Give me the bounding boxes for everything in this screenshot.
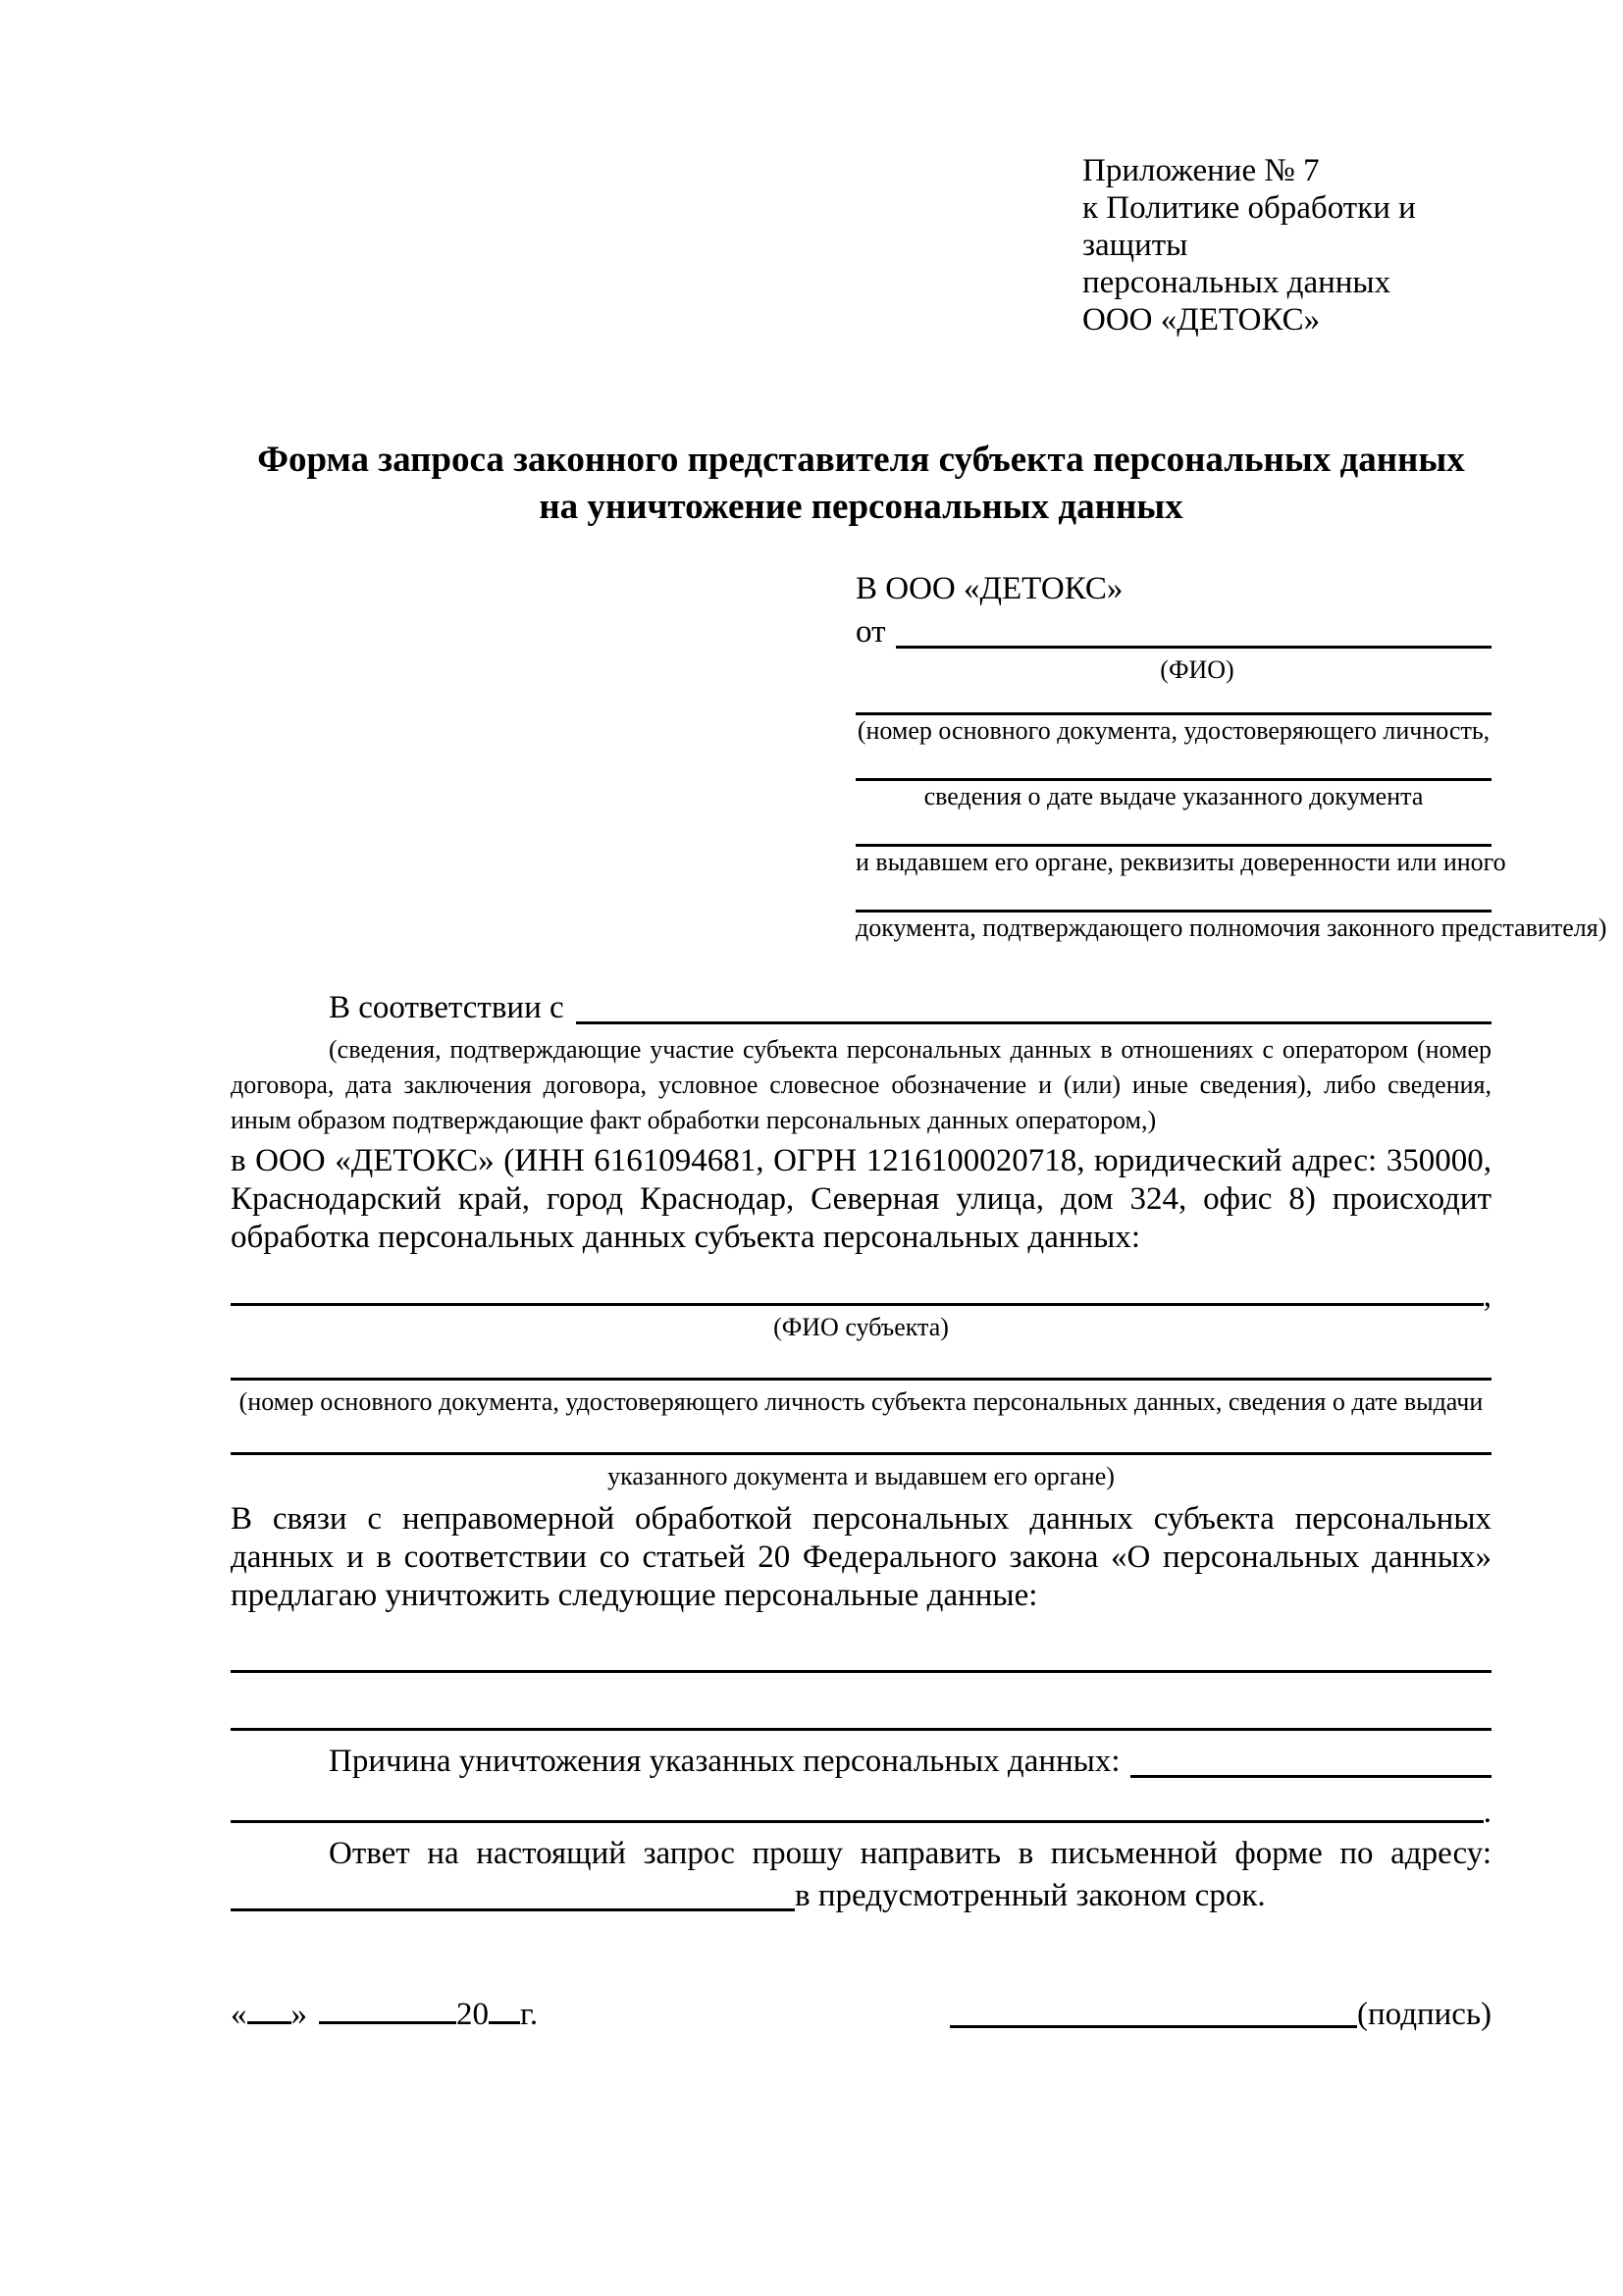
trailing-comma: ,: [1483, 1278, 1492, 1314]
fio-caption: (ФИО): [1160, 655, 1234, 684]
reply-address-row: [231, 1874, 1492, 1917]
date-day-fill-line: [247, 1992, 291, 2024]
addressee-block: [856, 568, 1492, 686]
date-month-fill-line: [319, 1992, 456, 2024]
signature-caption: (подпись): [1357, 1997, 1492, 2032]
annex-line-2: к Политике обработки и защиты: [1082, 190, 1416, 263]
data-fill-line-2: [231, 1702, 1492, 1731]
reason-continuation-fill-line: [231, 1820, 1484, 1823]
reply-paragraph: Ответ на настоящий запрос прошу направить в письменной форме по адресу:: [329, 1836, 1492, 1871]
rep-doc-caption-1: (номер основного документа, удостоверяющего личность,: [857, 716, 1491, 745]
date-year-prefix: 20: [456, 1997, 489, 2032]
subject-doc-row-2: [231, 1432, 1492, 1461]
from-row: [856, 609, 1492, 654]
signing-row: [231, 1992, 1492, 2035]
annex-block: [1082, 152, 1492, 339]
accordance-note: (сведения, подтверждающие участие субъекта персональных данных в отношениях с оператором (номер договора, дата заключения договора, условное словесное обозначение и (или) иные сведения), либо сведения, иным образом подтверждающие факт обработки персональных данных оператором,): [231, 1035, 1492, 1134]
operator-paragraph: в ООО «ДЕТОКС» (ИНН 6161094681, ОГРН 1216100020718, юридический адрес: 350000, Краснодарский край, город Краснодар, Северная улица, дом 324, офис 8) происходит обработка персональных данных субъекта персональных данных:: [231, 1143, 1492, 1255]
accordance-fill-line: [576, 1021, 1492, 1024]
subject-fio-row: [231, 1280, 1492, 1312]
annex-line-4: ООО «ДЕТОКС»: [1082, 302, 1321, 338]
annex-line-1: Приложение № 7: [1082, 153, 1320, 188]
reply-address-fill-line: [231, 1908, 795, 1911]
addressee-to: В ООО «ДЕТОКС»: [856, 571, 1124, 606]
from-label: от: [856, 614, 886, 650]
reason-continuation-row: [231, 1796, 1492, 1829]
reason-fill-line: [1130, 1775, 1492, 1778]
subject-doc-fill-line-2: [231, 1452, 1492, 1455]
subject-doc-caption-1: (номер основного документа, удостоверяющего личность субъекта персональных данных, сведения о дате выдачи: [238, 1387, 1484, 1416]
accordance-row: [329, 985, 1492, 1030]
rep-doc-caption-2: сведения о дате выдаче указанного документа: [923, 782, 1424, 810]
rep-doc-fill-line-1: [856, 690, 1492, 715]
annex-line-3: персональных данных: [1082, 265, 1391, 300]
title-line-1: Форма запроса законного представителя субъекта персональных данных: [257, 440, 1465, 480]
rep-doc-fill-line-3: [856, 821, 1492, 847]
representative-fio-fill-line: [896, 646, 1492, 649]
date-year-suffix: г.: [520, 1997, 539, 2032]
subject-doc-row-1: [231, 1357, 1492, 1386]
subject-doc-caption-2: указанного документа и выдавшем его органе): [607, 1462, 1115, 1490]
rep-doc-fill-line-2: [856, 756, 1492, 781]
data-fill-line-1: [231, 1644, 1492, 1673]
subject-fio-caption: (ФИО субъекта): [773, 1313, 949, 1341]
rep-doc-pair-4: [856, 887, 1607, 944]
request-paragraph: В связи с неправомерной обработкой персональных данных субъекта персональных данных и в соответствии со статьей 20 Федерального закона «О персональных данных» предлагаю уничтожить следующие персональные данные:: [231, 1501, 1492, 1613]
date-quote-open: «: [231, 1997, 247, 2032]
reason-label: Причина уничтожения указанных персональных данных:: [329, 1744, 1121, 1779]
page-title: [231, 437, 1492, 531]
rep-doc-caption-4: документа, подтверждающего полномочия законного представителя): [856, 913, 1607, 942]
rep-doc-caption-3: и выдавшем его органе, реквизиты доверенности или иного: [856, 848, 1506, 876]
signature-fill-line: [950, 2025, 1357, 2028]
date-field: [231, 1992, 538, 2035]
reason-row: [329, 1739, 1492, 1784]
accordance-label: В соответствии с: [329, 990, 564, 1025]
date-year-fill-line: [489, 1992, 520, 2024]
rep-doc-fill-line-4: [856, 887, 1492, 913]
title-line-2: на уничтожение персональных данных: [539, 487, 1183, 527]
representative-doc-section: [231, 690, 1607, 944]
reply-tail: в предусмотренный законом срок.: [795, 1878, 1266, 1913]
rep-doc-pair-3: [856, 821, 1506, 878]
rep-doc-pair-2: [856, 756, 1492, 812]
trailing-period: .: [1483, 1795, 1492, 1830]
signature-field: [950, 1994, 1492, 2035]
date-quote-close: »: [290, 1997, 307, 2032]
subject-fio-fill-line: [231, 1303, 1484, 1306]
subject-doc-fill-line-1: [231, 1378, 1492, 1381]
rep-doc-pair-1: [856, 690, 1492, 747]
